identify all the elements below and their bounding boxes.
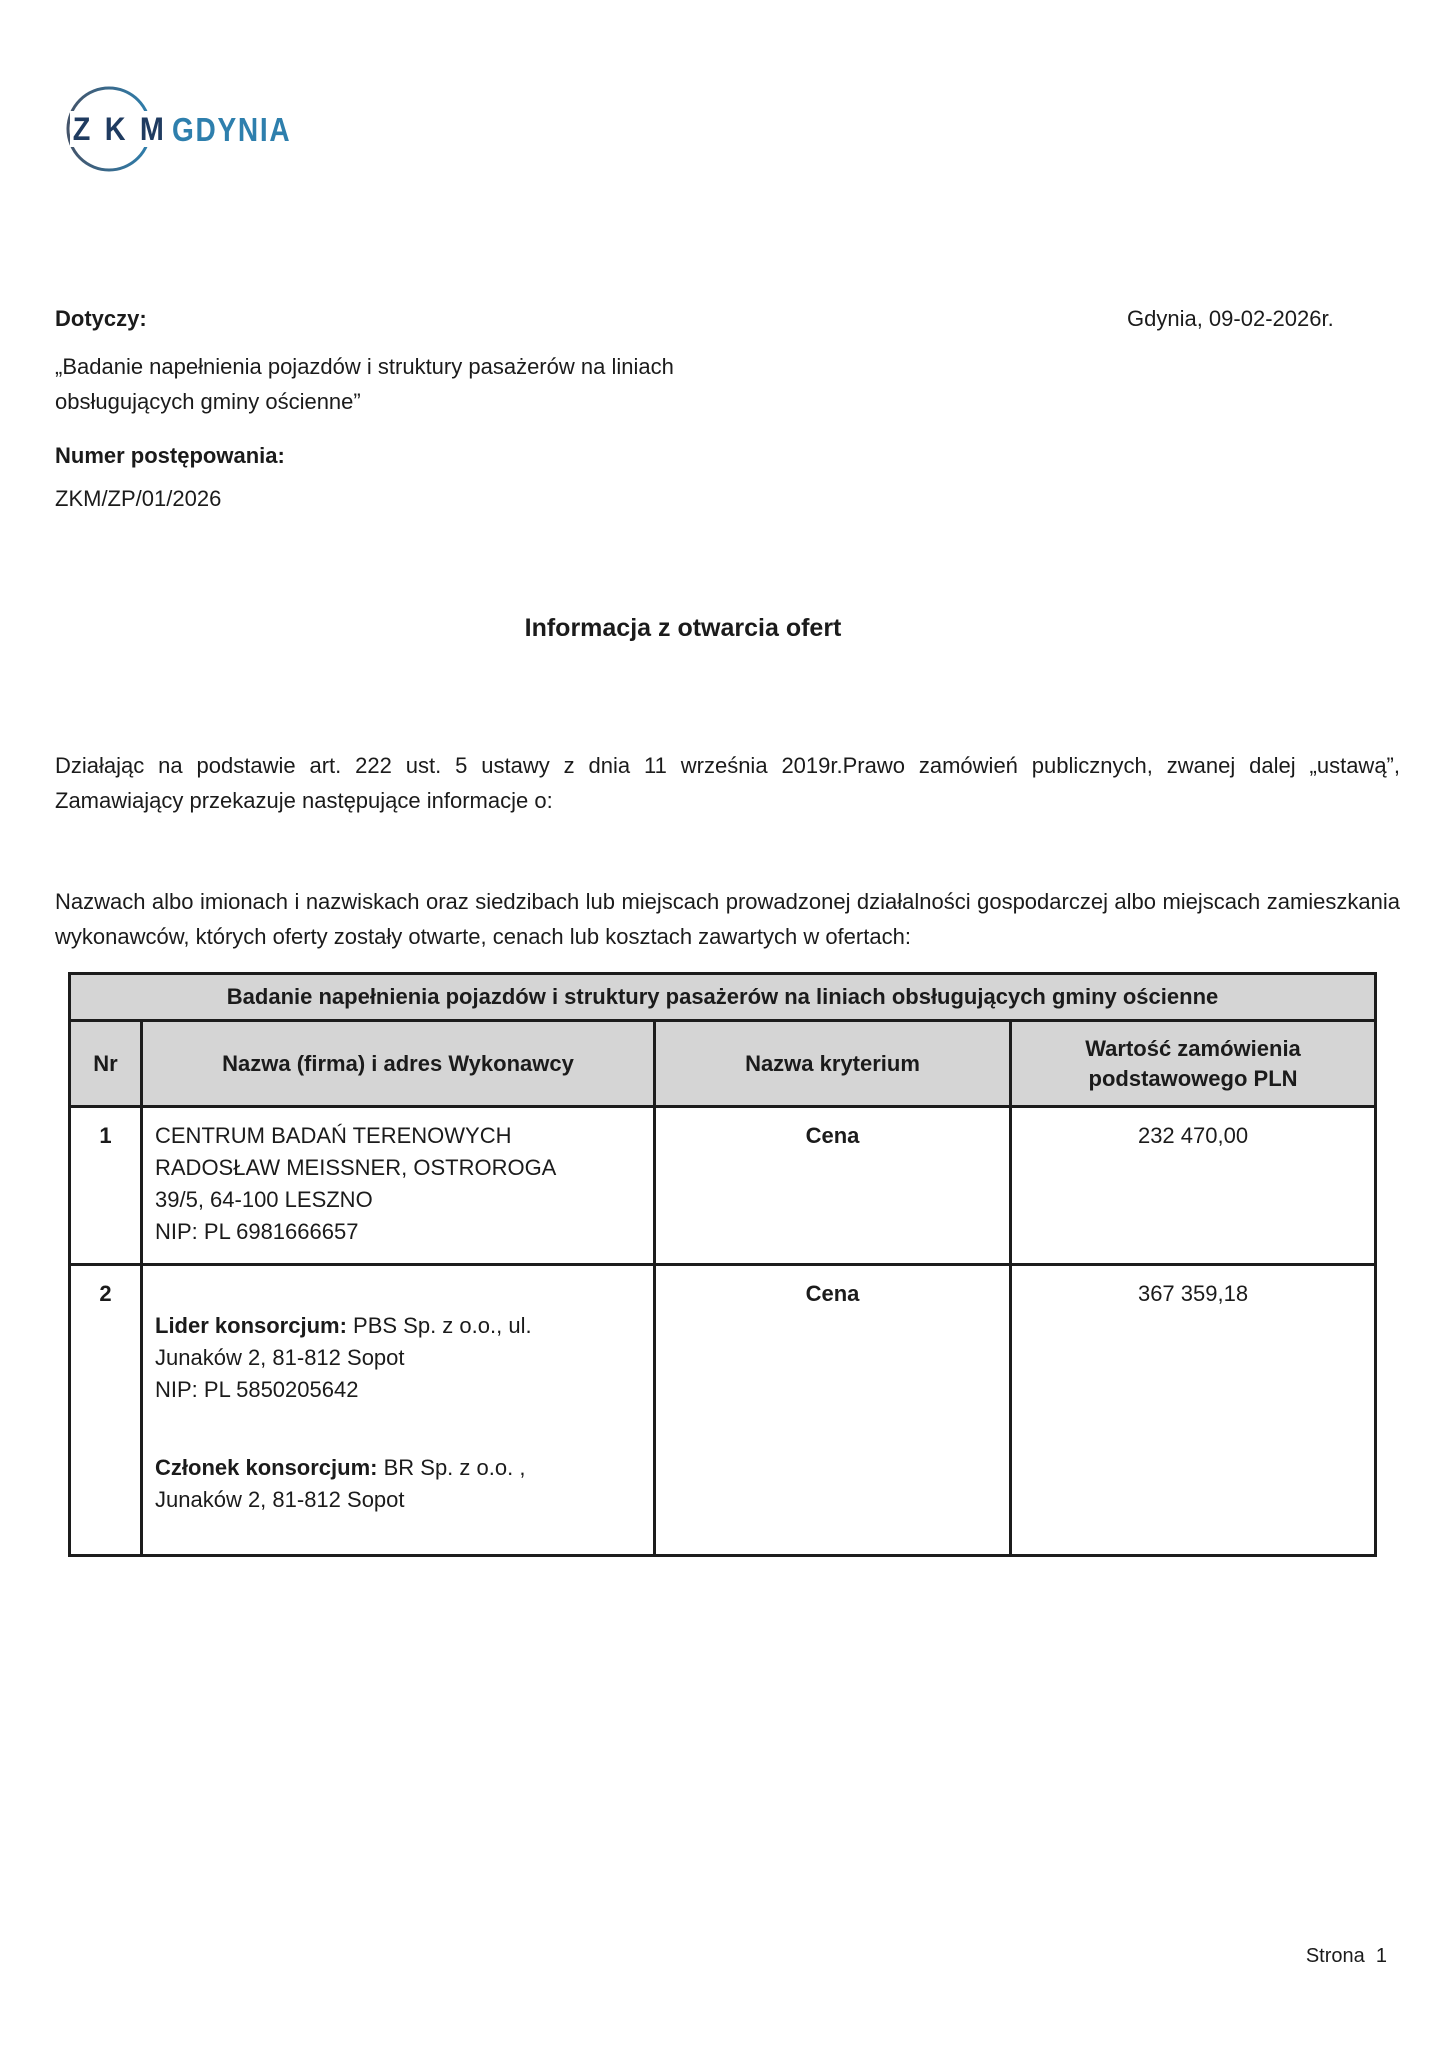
row1-value: 232 470,00 xyxy=(1011,1107,1376,1265)
subject-label: Dotyczy: xyxy=(55,306,147,331)
row1-contractor-name: CENTRUM BADAŃ TERENOWYCH RADOSŁAW MEISSNER, OSTROROGA 39/5, 64-100 LESZNO NIP: PL 6981666657 xyxy=(142,1107,655,1265)
row2-consortium-member xyxy=(155,1452,643,1516)
page-number: Strona 1 xyxy=(1305,1945,1387,1967)
leader-label: Lider konsorcjum: xyxy=(155,1313,347,1338)
logo-letter-z: Z xyxy=(70,111,93,147)
member-text: BR Sp. z o.o. , Junaków 2, 81-812 Sopot xyxy=(155,1455,526,1512)
row2-contractor-name xyxy=(142,1265,655,1556)
subject-text: „Badanie napełnienia pojazdów i struktury pasażerów na liniach obsługujących gminy ościenne” xyxy=(55,354,674,414)
logo-city-text: GDYNIA xyxy=(172,111,292,148)
case-number-label: Numer postępowania: xyxy=(55,443,285,468)
row2-criterion: Cena xyxy=(655,1265,1011,1556)
offers-table xyxy=(68,972,1377,1557)
logo-zkm-letters xyxy=(70,111,167,148)
table-row xyxy=(70,1265,1376,1556)
column-header-criterion: Nazwa kryterium xyxy=(655,1021,1011,1107)
row1-criterion: Cena xyxy=(655,1107,1011,1265)
column-header-nr: Nr xyxy=(70,1021,142,1107)
row1-number: 1 xyxy=(70,1107,142,1265)
leader-text: PBS Sp. z o.o., ul. Junaków 2, 81-812 Sopot NIP: PL 5850205642 xyxy=(155,1313,532,1402)
table-caption: Badanie napełnienia pojazdów i struktury pasażerów na liniach obsługujących gminy ościenne xyxy=(70,974,1376,1021)
page-title: Informacja z otwarcia ofert xyxy=(524,614,842,642)
logo-letter-k: K xyxy=(102,111,128,147)
document-date: Gdynia, 09-02-2026r. xyxy=(1127,306,1334,331)
legal-basis-paragraph: Działając na podstawie art. 222 ust. 5 ustawy z dnia 11 września 2019r.Prawo zamówień publicznych, zwanej dalej „ustawą”, Zamawiający przekazuje następujące informacje o: xyxy=(55,753,1400,813)
row2-number: 2 xyxy=(70,1265,142,1556)
table-header-row xyxy=(70,1021,1376,1107)
offers-table-container xyxy=(68,972,1377,1557)
column-header-name: Nazwa (firma) i adres Wykonawcy xyxy=(142,1021,655,1107)
row2-value: 367 359,18 xyxy=(1011,1265,1376,1556)
member-label: Członek konsorcjum: xyxy=(155,1455,378,1480)
case-number-value: ZKM/ZP/01/2026 xyxy=(55,486,222,511)
logo-letter-m: M xyxy=(137,111,166,147)
row2-consortium-leader xyxy=(155,1310,643,1406)
contractors-info-paragraph: Nazwach albo imionach i nazwiskach oraz siedzibach lub miejscach prowadzonej działalności gospodarczej albo miejscach zamieszkania wykonawców, których oferty zostały otwarte, cenach lub kosztach zawartych w ofertach: xyxy=(55,889,1400,949)
table-row xyxy=(70,1107,1376,1265)
column-header-value: Wartość zamówienia podstawowego PLN xyxy=(1011,1021,1376,1107)
table-caption-row xyxy=(70,974,1376,1021)
